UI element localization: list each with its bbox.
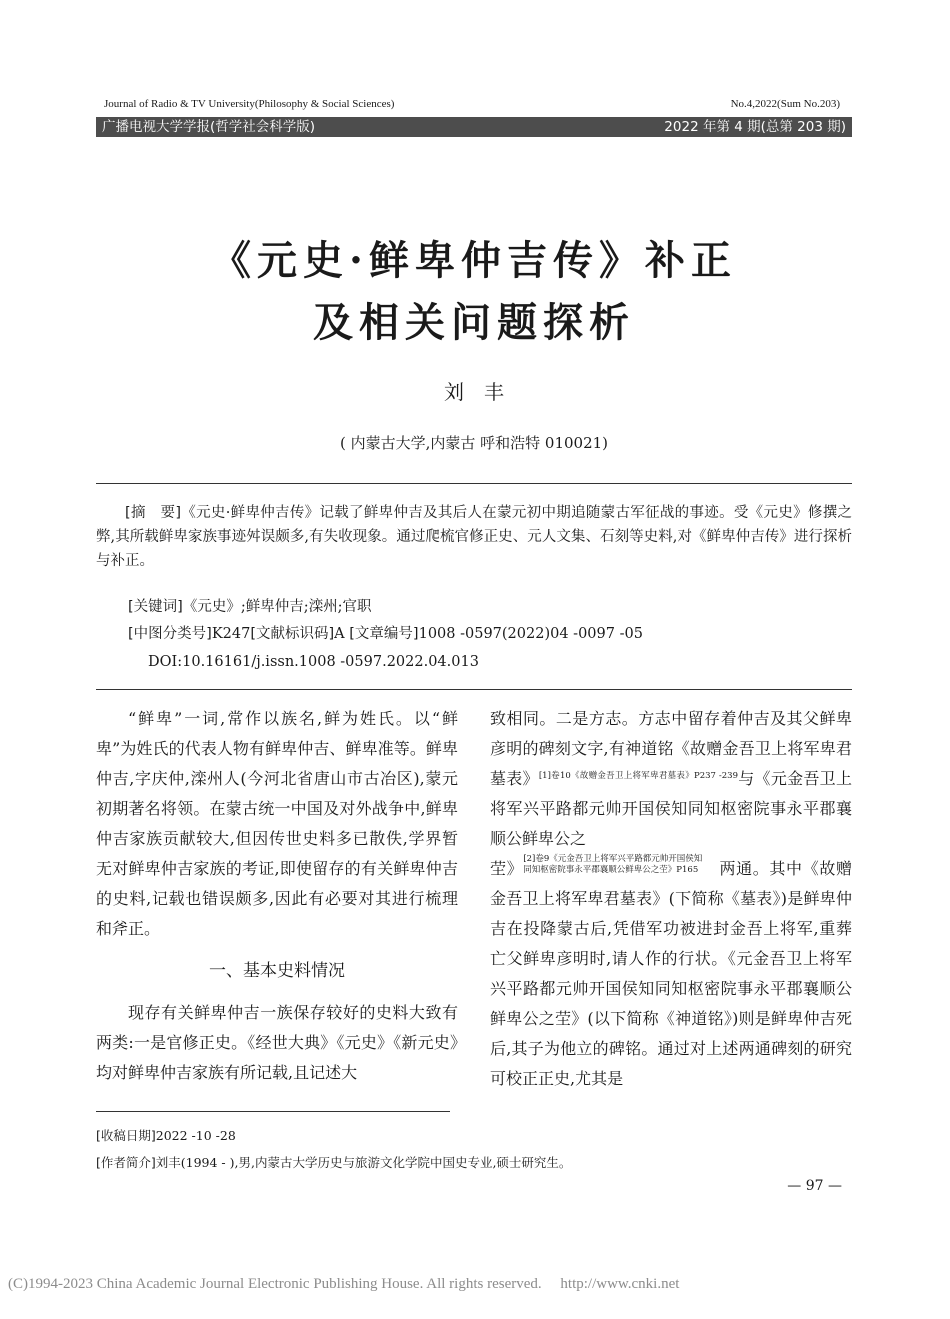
author-affiliation: ( 内蒙古大学,内蒙古 呼和浩特 010021) — [339, 434, 609, 452]
header-bar — [96, 117, 852, 137]
journal-name-cn: 广播电视大学学报(哲学社会科学版) — [102, 119, 316, 135]
keywords-text: 《元史》;鲜卑仲吉;滦州;官职 — [182, 599, 372, 615]
body-text-c: 茔》 — [490, 859, 524, 878]
body-text-d: 两通。其中《故赠金吾卫上将军卑君墓表》(下简称《墓表》)是鲜卑仲吉在投降蒙古后,凭借军功被进封金吾上将军,重葬亡父鲜卑彦明时,请人作的行状。《元金吾卫上将军兴平路都元帅开国侯知同知枢密院事永平郡襄顺公鲜卑公之茔》(以下简称《神道铭》)则是鲜卑仲吉死后,其子为他立的碑铭。通过对上述两通碑刻的研究可校正正史,尤其是 — [490, 859, 852, 1088]
keywords-label: [关键词] — [128, 599, 183, 615]
keywords-line — [128, 595, 852, 619]
right-column — [490, 704, 852, 1094]
author-bio-text: 刘丰(1994 - ),男,内蒙古大学历史与旅游文化学院中国史专业,硕士研究生。 — [155, 1155, 572, 1170]
citation-2-line-2: 同知枢密院事永平郡襄顺公鲜卑公之茔》P165 — [523, 865, 699, 875]
issue-number-en: No.4,2022(Sum No.203) — [730, 98, 840, 110]
clc-value: K247 — [211, 626, 251, 642]
article-title-line-2: 及相关问题探析 — [313, 299, 635, 346]
footnote-rule — [96, 1111, 450, 1112]
classification-line — [128, 622, 852, 646]
abstract-bottom-rule — [96, 689, 852, 690]
article-number-value: 1008 -0597(2022)04 -0097 -05 — [418, 626, 643, 642]
author-name: 刘 丰 — [444, 380, 504, 404]
issue-number-cn: 2022 年第 4 期(总第 203 期) — [664, 119, 846, 135]
citation-1: [1]卷10《故赠金吾卫上将军卑君墓表》P237 -239 — [538, 771, 738, 781]
body-paragraph-3-cont — [490, 854, 852, 1094]
received-label: [收稿日期] — [96, 1128, 156, 1143]
body-paragraph-1: “鲜卑”一词,常作以族名,鲜为姓氏。以“鲜卑”为姓氏的代表人物有鲜卑仲吉、鲜卑准等。鲜卑仲吉,字庆仲,滦州人(今河北省唐山市古冶区),蒙元初期著名将领。在蒙古统一中国及对外战争中,鲜卑仲吉家族贡献较大,但因传世史料多已散佚,学界暂无对鲜卑仲吉家族的考证,即使留存的有关鲜卑仲吉的史料,记载也错误颇多,因此有必要对其进行梳理和斧正。 — [96, 709, 458, 938]
abstract-paragraph — [96, 501, 852, 573]
clc-label: [中图分类号] — [128, 626, 212, 642]
author-bio-label: [作者简介] — [96, 1155, 156, 1170]
doc-code-label: [文献标识码] — [250, 626, 335, 642]
received-date: 2022 -10 -28 — [155, 1128, 236, 1143]
abstract-top-rule — [96, 483, 852, 484]
journal-name-en: Journal of Radio & TV University(Philosophy & Social Sciences) — [104, 98, 395, 110]
body-text-b: 与《元金吾卫上将军兴平路都元帅开国侯知同知枢密院事永平郡襄顺公鲜卑公之 — [490, 769, 852, 848]
abstract-text: 《元史·鲜卑仲吉传》记载了鲜卑仲吉及其后人在蒙元初中期追随蒙古军征战的事迹。受《元史》修撰之弊,其所载鲜卑家族事迹舛误颇多,有失收现象。通过爬梳官修正史、元人文集、石刻等史料,对《鲜卑仲吉传》进行探析与补正。 — [96, 505, 852, 569]
body-paragraph-2: 现存有关鲜卑仲吉一族保存较好的史料大致有两类:一是官修正史。《经世大典》《元史》《新元史》均对鲜卑仲吉家族有所记载,且记述大 — [96, 1003, 458, 1082]
author-bio-line — [96, 1153, 852, 1171]
abstract-label: [摘 要] — [125, 505, 182, 521]
article-title-line-1: 《元史·鲜卑仲吉传》补正 — [211, 237, 737, 284]
section-heading: 一、基本史料情况 — [209, 961, 345, 981]
doi-line: DOI:10.16161/j.issn.1008 -0597.2022.04.013 — [148, 654, 479, 670]
left-column — [96, 704, 458, 1088]
article-number-label: [文章编号] — [349, 626, 419, 642]
received-date-line — [96, 1126, 852, 1144]
citation-2 — [523, 854, 702, 876]
doc-code-value: A — [334, 626, 345, 642]
body-paragraph-3 — [490, 704, 852, 854]
copyright-notice: (C)1994-2023 China Academic Journal Electronic Publishing House. All rights reserved. http://www.cnki.net — [8, 1276, 680, 1292]
page-number: — 97 — — [787, 1178, 842, 1194]
body-text-a: 致相同。二是方志。方志中留存着仲吉及其父鲜卑彦明的碑刻文字,有神道铭《故赠金吾卫上将军卑君墓表》 — [490, 709, 852, 788]
citation-2-line-1: [2]卷9《元金吾卫上将军兴平路都元帅开国侯知 — [523, 854, 703, 864]
